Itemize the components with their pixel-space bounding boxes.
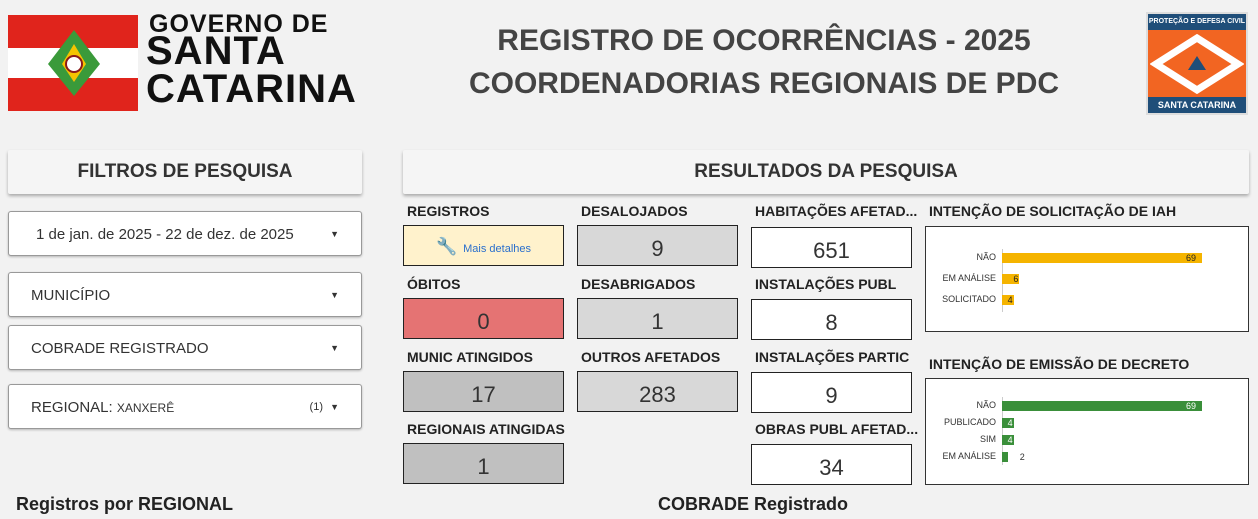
desalojados-value: 9 [577, 225, 738, 266]
results-header: RESULTADOS DA PESQUISA [403, 150, 1249, 194]
munic-label: MUNIC ATINGIDOS [407, 349, 533, 365]
mais-detalhes-button[interactable] [403, 225, 564, 266]
chart-iah-title: INTENÇÃO DE SOLICITAÇÃO DE IAH [929, 203, 1177, 219]
gov-line2: CATARINA [146, 67, 357, 111]
obras-label: OBRAS PUBL AFETAD... [755, 421, 919, 437]
chart-data-label: 4 [1007, 435, 1013, 445]
filters-header: FILTROS DE PESQUISA [8, 150, 362, 194]
chart-category-label: SIM [979, 434, 996, 444]
inst-partic-label: INSTALAÇÕES PARTIC [755, 349, 910, 365]
chart-category-label: EM ANÁLISE [942, 273, 996, 283]
cobrade-filter[interactable] [8, 325, 362, 370]
chart-data-label: 69 [1186, 401, 1197, 411]
chart-decreto-title: INTENÇÃO DE EMISSÃO DE DECRETO [929, 356, 1190, 372]
desalojados-label: DESALOJADOS [581, 203, 688, 219]
inst-partic-value: 9 [751, 372, 912, 413]
regional-label: REGIONAL: [31, 399, 113, 416]
pdc-logo-bottom: SANTA CATARINA [1148, 97, 1246, 113]
municipio-label: MUNICÍPIO [31, 287, 111, 304]
cobrade-section-title: COBRADE Registrado [658, 494, 849, 514]
registros-label: REGISTROS [407, 203, 490, 219]
chart-category-label: SOLICITADO [942, 294, 996, 304]
regional-section-title: Registros por REGIONAL [16, 494, 234, 514]
inst-publ-value: 8 [751, 299, 912, 340]
chart-bar[interactable] [1002, 452, 1008, 462]
regional-filter[interactable] [8, 384, 362, 429]
civil-defense-icon [1150, 34, 1244, 94]
date-range-value: 1 de jan. de 2025 - 22 de dez. de 2025 [36, 226, 294, 243]
chart-data-label: 4 [1007, 418, 1013, 428]
chart-data-label: 4 [1007, 295, 1013, 305]
chart-category-label: NÃO [976, 400, 996, 410]
chart-bar[interactable] [1002, 253, 1202, 263]
chart-decreto [925, 378, 1249, 485]
chart-iah [925, 226, 1249, 332]
munic-value: 17 [403, 371, 564, 412]
wrench-icon: 🔧 [435, 237, 458, 256]
inst-publ-label: INSTALAÇÕES PUBL [755, 276, 897, 292]
regional-value: XANXERÊ [116, 401, 175, 415]
caret-down-icon: ▼ [330, 229, 339, 239]
chart-category-label: NÃO [976, 252, 996, 262]
date-range-filter[interactable] [8, 211, 362, 256]
page-title: REGISTRO DE OCORRÊNCIAS - 2025 [497, 24, 1031, 57]
habitacoes-value: 651 [751, 227, 912, 268]
gov-small-text: GOVERNO DE [149, 10, 329, 38]
mais-detalhes-label: Mais detalhes [463, 243, 532, 255]
chart-category-label: PUBLICADO [943, 417, 996, 427]
desabrigados-value: 1 [577, 298, 738, 339]
regionais-label: REGIONAIS ATINGIDAS [407, 421, 565, 437]
obitos-value: 0 [403, 298, 564, 339]
caret-down-icon: ▼ [330, 290, 339, 300]
caret-down-icon: ▼ [330, 343, 339, 353]
regionais-value: 1 [403, 443, 564, 484]
gov-line1: SANTA [146, 29, 286, 73]
chart-bar[interactable] [1002, 401, 1202, 411]
obras-value: 34 [751, 444, 912, 485]
pdc-logo-top: PROTEÇÃO E DEFESA CIVIL [1148, 14, 1246, 30]
caret-down-icon: ▼ [330, 402, 339, 412]
sc-coat-of-arms-icon [46, 26, 102, 98]
obitos-label: ÓBITOS [407, 276, 461, 292]
municipio-filter[interactable] [8, 272, 362, 317]
page-subtitle: COORDENADORIAS REGIONAIS DE PDC [468, 67, 1060, 100]
regional-count: (1) [309, 401, 323, 413]
chart-category-label: EM ANÁLISE [942, 451, 996, 461]
chart-data-label: 69 [1186, 253, 1197, 263]
habitacoes-label: HABITAÇÕES AFETAD... [755, 203, 918, 219]
desabrigados-label: DESABRIGADOS [581, 276, 696, 292]
outros-label: OUTROS AFETADOS [581, 349, 721, 365]
cobrade-label: COBRADE REGISTRADO [31, 340, 209, 357]
chart-data-label: 2 [1019, 452, 1025, 462]
outros-value: 283 [577, 371, 738, 412]
chart-data-label: 6 [1013, 274, 1019, 284]
